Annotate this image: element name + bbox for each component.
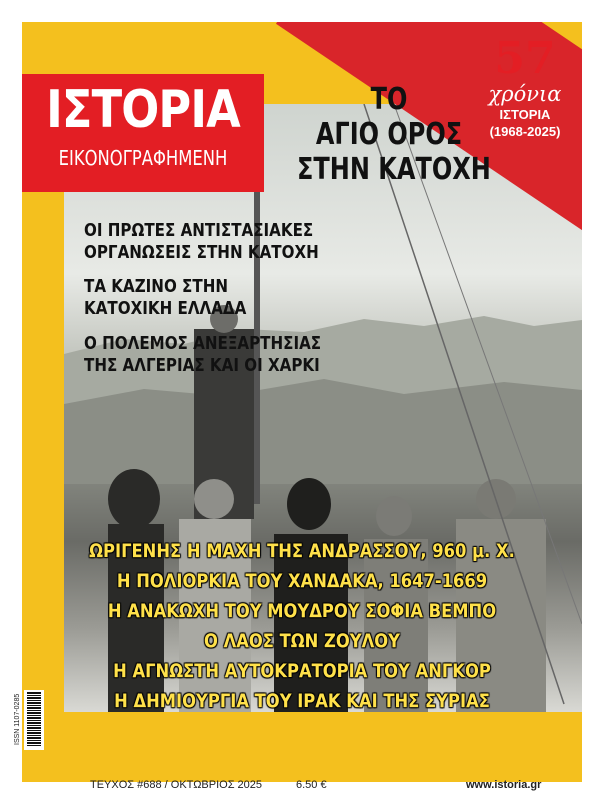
anniversary-brand: ΙΣΤΟΡΙΑ: [499, 107, 551, 122]
headline-line: ΤΑ ΚΑΖΙΝΟ ΣΤΗΝ: [84, 276, 229, 297]
masthead-title: ΙΣΤΟΡΙΑ: [46, 80, 240, 140]
issn-label: ISSN 1107-0285: [14, 693, 21, 745]
website-url: www.istoria.gr: [466, 779, 542, 791]
headline-line: ΤΗΣ ΑΛΓΕΡΙΑΣ ΚΑΙ ΟΙ ΧΑΡΚΙ: [84, 355, 320, 376]
bottom-headline: Ο ΛΑΟΣ ΤΩΝ ΖΟΥΛΟΥ: [204, 630, 400, 652]
masthead-subtitle: ΕΙΚΟΝΟΓΡΑΦΗΜΕΝΗ: [58, 146, 228, 170]
headline-line: ΚΑΤΟΧΙΚΗ ΕΛΛΑΔΑ: [84, 298, 247, 319]
cover-feature-title: [274, 82, 504, 187]
barcode-icon: [27, 692, 41, 746]
bottom-headline: Η ΑΓΝΩΣΤΗ ΑΥΤΟΚΡΑΤΟΡΙΑ ΤΟΥ ΑΝΓΚΟΡ: [113, 660, 491, 682]
bottom-headline: Η ΑΝΑΚΩΧΗ ΤΟΥ ΜΟΥΔΡΟΥ ΣΟΦΙΑ ΒΕΜΠΟ: [107, 600, 497, 622]
bottom-headline: Η ΠΟΛΙΟΡΚΙΑ ΤΟΥ ΧΑΝΔΑΚΑ, 1647-1669: [116, 570, 488, 592]
masthead: [22, 74, 264, 192]
anniversary-word: χρόνια: [488, 82, 562, 106]
cover-price: 6.50 €: [296, 779, 327, 791]
issue-info: ΤΕΥΧΟΣ #688 / ΟΚΤΩΒΡΙΟΣ 2025: [90, 779, 263, 791]
headline-line: Ο ΠΟΛΕΜΟΣ ΑΝΕΞΑΡΤΗΣΙΑΣ: [84, 333, 322, 354]
bottom-headline: Η ΔΗΜΙΟΥΡΓΙΑ ΤΟΥ ΙΡΑΚ ΚΑΙ ΤΗΣ ΣΥΡΙΑΣ: [114, 690, 490, 712]
headline-line: ΟΙ ΠΡΩΤΕΣ ΑΝΤΙΣΤΑΣΙΑΚΕΣ: [84, 220, 314, 241]
cover-footer: [22, 744, 582, 782]
anniversary-number: 57: [494, 33, 556, 84]
feature-line: ΑΓΙΟ ΟΡΟΣ: [315, 117, 463, 152]
anniversary-years: (1968-2025): [489, 124, 561, 139]
feature-line: ΤΟ: [370, 82, 408, 117]
magazine-cover: [22, 22, 582, 782]
bottom-headline: ΩΡΙΓΕΝΗΣ Η ΜΑΧΗ ΤΗΣ ΑΝΔΡΑΣΣΟΥ, 960 μ. Χ.: [89, 540, 515, 562]
headline-line: ΟΡΓΑΝΩΣΕΙΣ ΣΤΗΝ ΚΑΤΟΧΗ: [84, 242, 319, 263]
feature-line: ΣΤΗΝ ΚΑΤΟΧΗ: [297, 152, 491, 187]
